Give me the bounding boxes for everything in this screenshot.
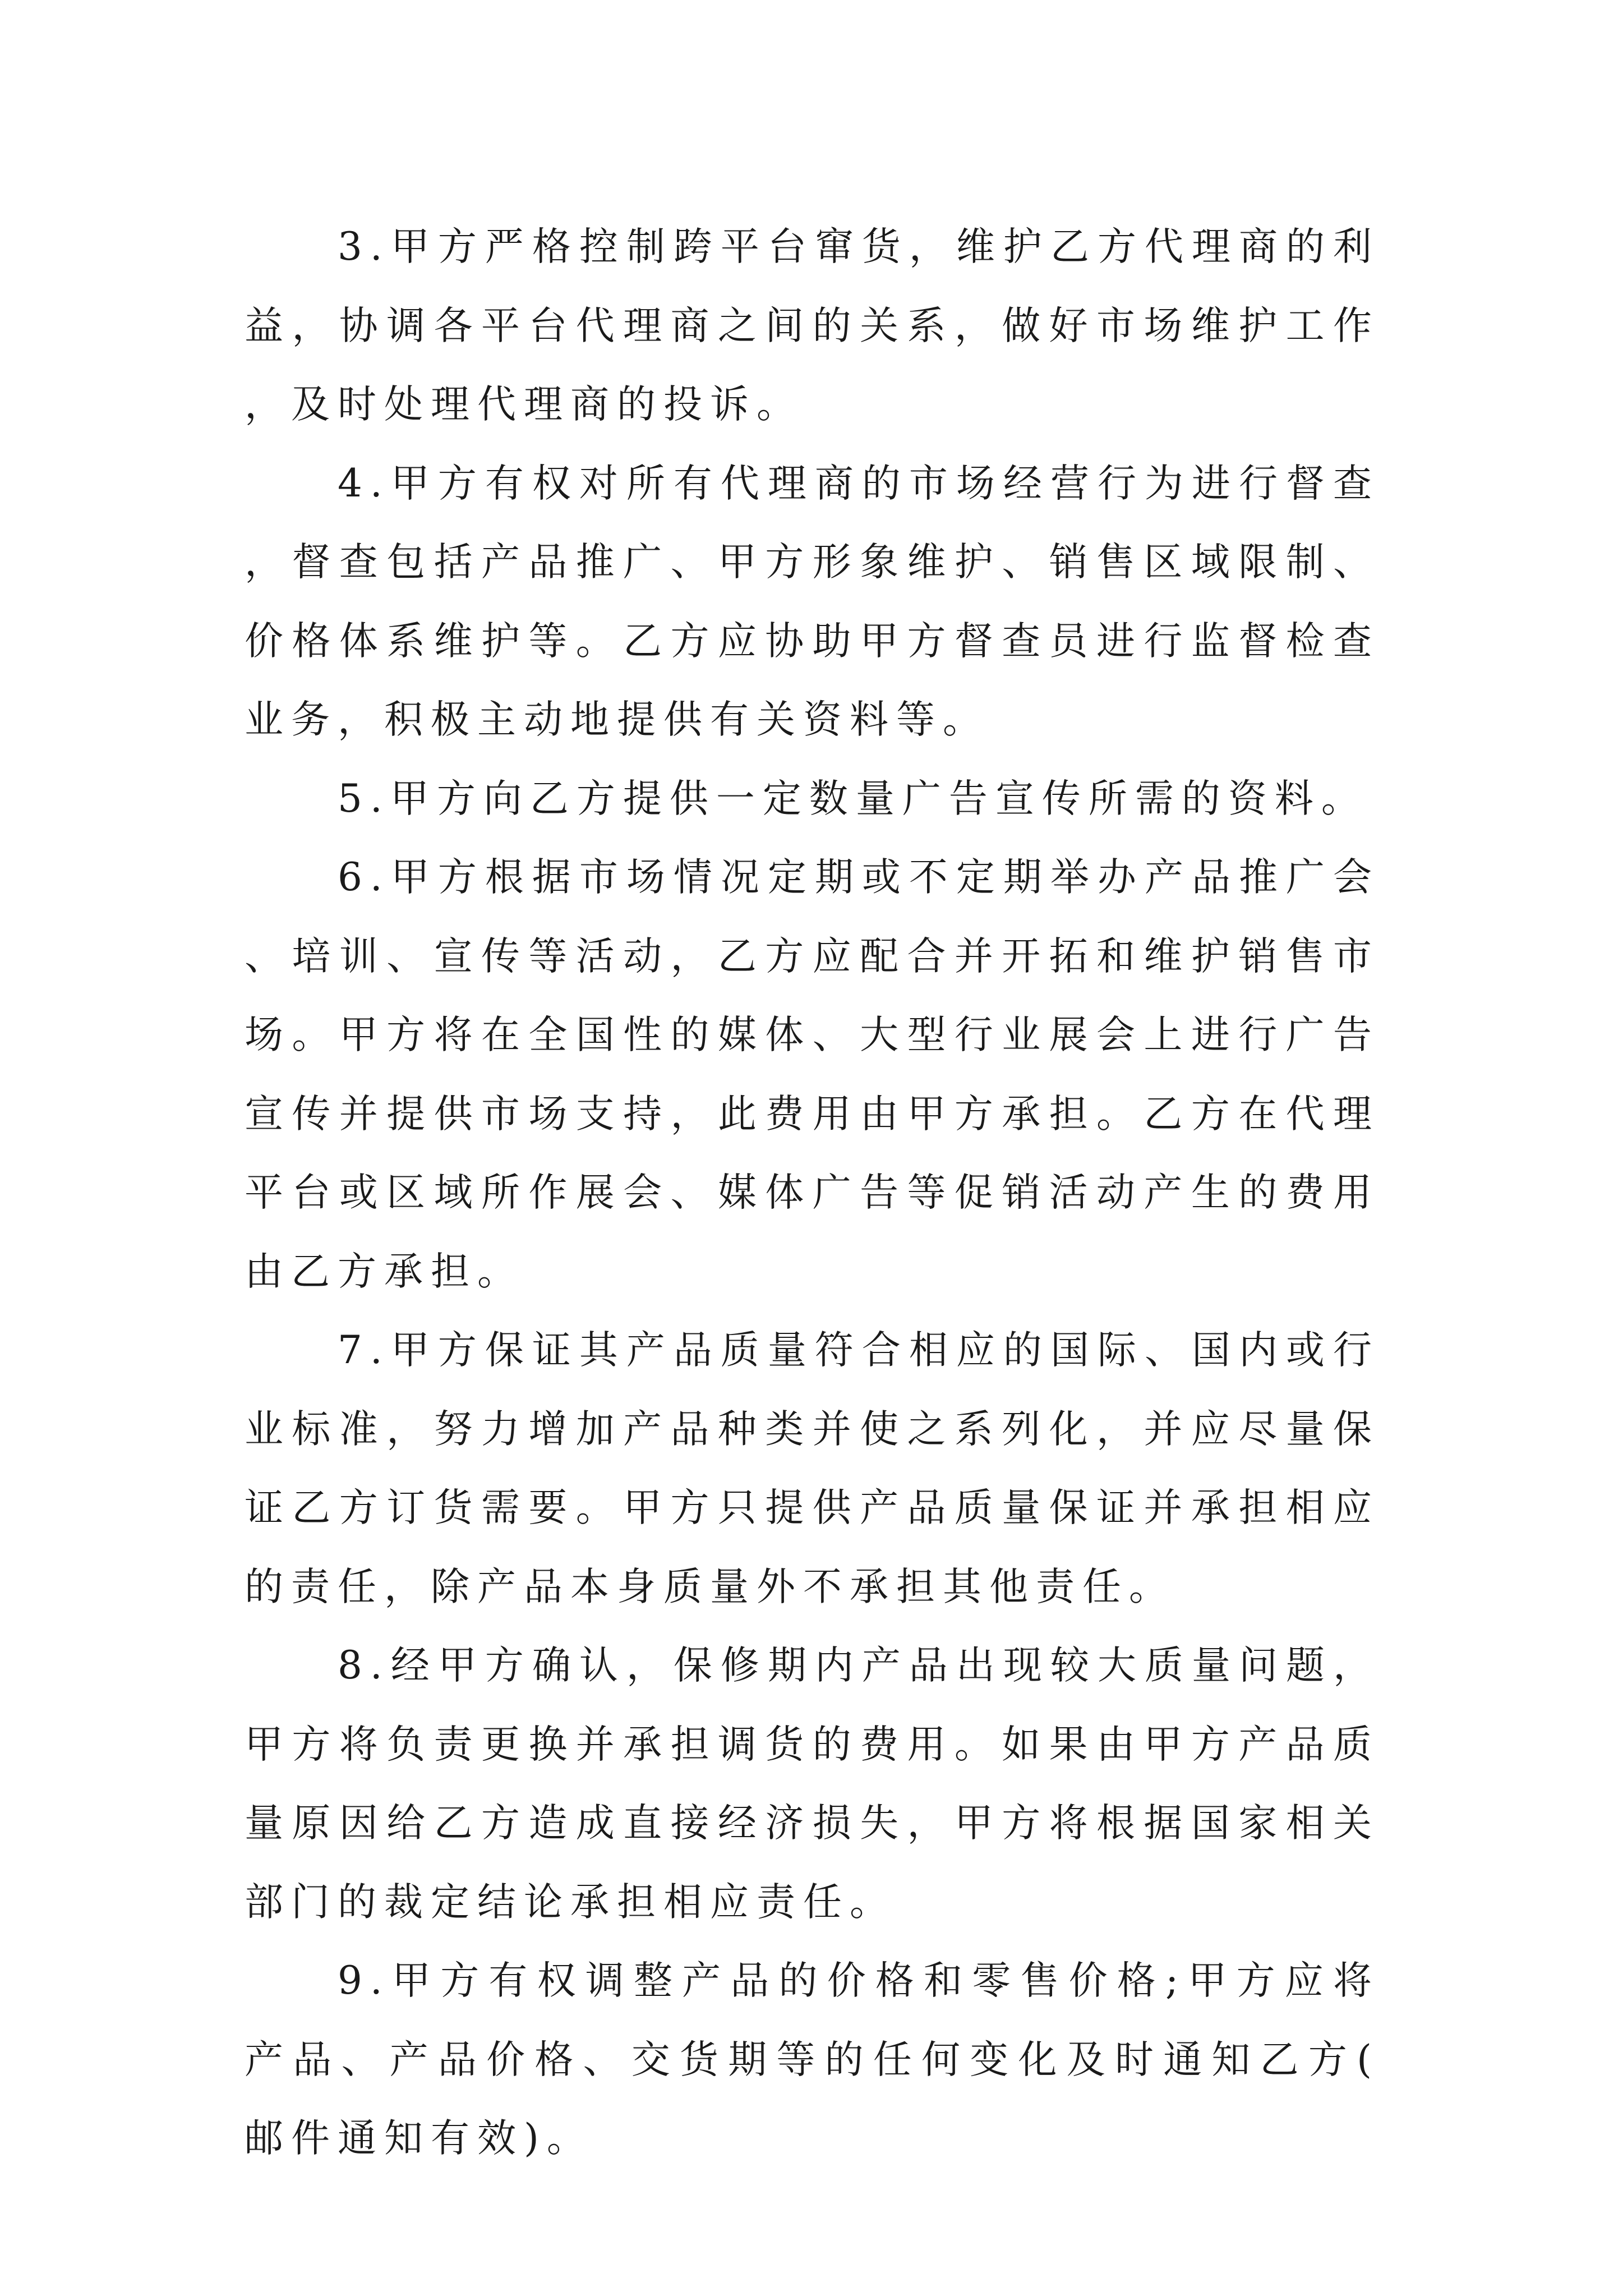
clause-paragraph-9: 9.甲方有权调整产品的价格和零售价格;甲方应将产品、产品价格、交货期等的任何变化及时通知乙方(邮件通知有效)。 [245,1958,1380,2161]
clause-paragraph-5: 5.甲方向乙方提供一定数量广告宣传所需的资料。 [338,776,1368,821]
clause-paragraph-6: 6.甲方根据市场情况定期或不定期举办产品推广会、培训、宣传等活动，乙方应配合并开拓和维护销售市场。甲方将在全国性的媒体、大型行业展会上进行广告宣传并提供市场支持，此费用由甲方承担。乙方在代理平台或区域所作展会、媒体广告等促销活动产生的费用由乙方承担。 [245,855,1380,1294]
clause-paragraph-3: 3.甲方严格控制跨平台窜货，维护乙方代理商的利益，协调各平台代理商之间的关系，做好市场维护工作，及时处理代理商的投诉。 [245,224,1380,427]
document-body [245,208,1380,2178]
clause-paragraph-8: 8.经甲方确认，保修期内产品出现较大质量问题，甲方将负责更换并承担调货的费用。如果由甲方产品质量原因给乙方造成直接经济损失，甲方将根据国家相关部门的裁定结论承担相应责任。 [245,1643,1380,1925]
clause-paragraph-7: 7.甲方保证其产品质量符合相应的国际、国内或行业标准，努力增加产品种类并使之系列化，并应尽量保证乙方订货需要。甲方只提供产品质量保证并承担相应的责任，除产品本身质量外不承担其他责任。 [245,1328,1380,1609]
clause-paragraph-4: 4.甲方有权对所有代理商的市场经营行为进行督查，督查包括产品推广、甲方形象维护、销售区域限制、价格体系维护等。乙方应协助甲方督查员进行监督检查业务，积极主动地提供有关资料等。 [245,461,1380,742]
